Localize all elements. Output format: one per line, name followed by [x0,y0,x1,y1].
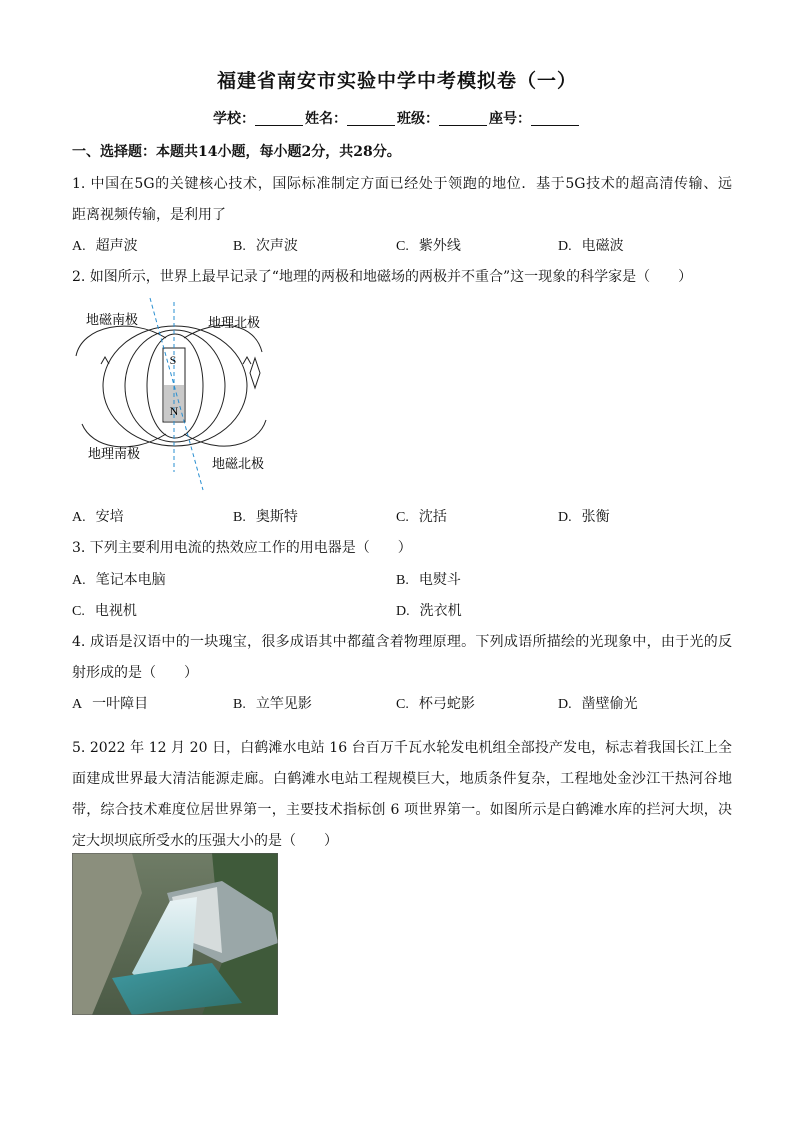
q4-line2: 射形成的是（ ） [72,665,198,681]
field-line-top-left [76,326,166,356]
magnet-n-label: N [169,404,179,418]
q1-option-d[interactable]: D. 电磁波 [558,238,624,254]
q5-line4: 定大坝坝底所受水的压强大小的是（ ） [72,833,338,849]
q4-option-a[interactable]: A 一叶障目 [72,696,149,712]
q4-option-d[interactable]: D. 凿壁偷光 [558,696,638,712]
q3-option-a[interactable]: A. 笔记本电脑 [72,572,166,588]
q4-option-b[interactable]: B. 立竿见影 [233,696,312,712]
label-geographic-north: 地理北极 [208,316,261,331]
geomagnetic-field-figure [70,296,280,496]
q1-line2: 距离视频传输，是利用了 [72,207,226,223]
q1-option-a[interactable]: A. 超声波 [72,238,138,254]
q3-line1: 3. 下列主要利用电流的热效应工作的用电器是（ ） [72,540,412,556]
name-blank[interactable] [347,110,395,126]
seat-blank[interactable] [531,110,579,126]
magnet-s-label: S [169,353,177,367]
dam-photo [72,853,278,1015]
q2-option-a[interactable]: A. 安培 [72,509,124,525]
school-blank[interactable] [255,110,303,126]
label-geographic-south: 地理南极 [88,447,141,462]
name-label: 姓名： [305,111,347,127]
label-geomagnetic-south: 地磁南极 [86,313,139,328]
section-heading: 一、选择题：本题共14小题，每小题2分，共28分。 [72,144,401,160]
q3-option-d[interactable]: D. 洗衣机 [396,603,462,619]
q2-option-b[interactable]: B. 奥斯特 [233,509,298,525]
label-geomagnetic-north: 地磁北极 [212,457,265,472]
q2-option-d[interactable]: D. 张衡 [558,509,610,525]
q5-line3: 带，综合技术难度位居世界第一，主要技术指标创 6 项世界第一。如图所示是白鹤滩水库的拦河大坝，决 [72,802,732,818]
q1-line1: 1. 中国在5G的关键核心技术，国际标准制定方面已经处于领跑的地位．基于5G技术的超高清传输、远 [72,176,732,192]
class-blank[interactable] [439,110,487,126]
page-title: 福建省南安市实验中学中考模拟卷（一） [216,70,577,92]
q1-option-b[interactable]: B. 次声波 [233,238,298,254]
compass-needle-icon [250,358,260,388]
q5-line1: 5. 2022 年 12 月 20 日，白鹤滩水电站 16 台百万千瓦水轮发电机组全部投产发电，标志着我国长江上全 [72,740,732,756]
field-line-bottom-right [184,420,266,446]
arrow-right [243,357,251,364]
q3-option-c[interactable]: C. 电视机 [72,603,137,619]
school-label: 学校： [213,111,255,127]
q4-line1: 4. 成语是汉语中的一块瑰宝，很多成语其中都蕴含着物理原理。下列成语所描绘的光现象中，由于光的反 [72,634,732,650]
q2-line1: 2. 如图所示，世界上最早记录了“地理的两极和地磁场的两极并不重合”这一现象的科学家是（ ） [72,269,693,285]
class-label: 班级： [397,111,439,127]
seat-label: 座号： [489,111,531,127]
q2-option-c[interactable]: C. 沈括 [396,509,447,525]
q4-option-c[interactable]: C. 杯弓蛇影 [396,696,475,712]
q5-line2: 面建成世界最大清洁能源走廊。白鹤滩水电站工程规模巨大，地质条件复杂，工程地处金沙江干热河谷地 [72,771,732,787]
q1-option-c[interactable]: C. 紫外线 [396,238,461,254]
geomagnetic-axis [150,298,203,490]
info-line [0,108,794,128]
q3-option-b[interactable]: B. 电熨斗 [396,572,461,588]
